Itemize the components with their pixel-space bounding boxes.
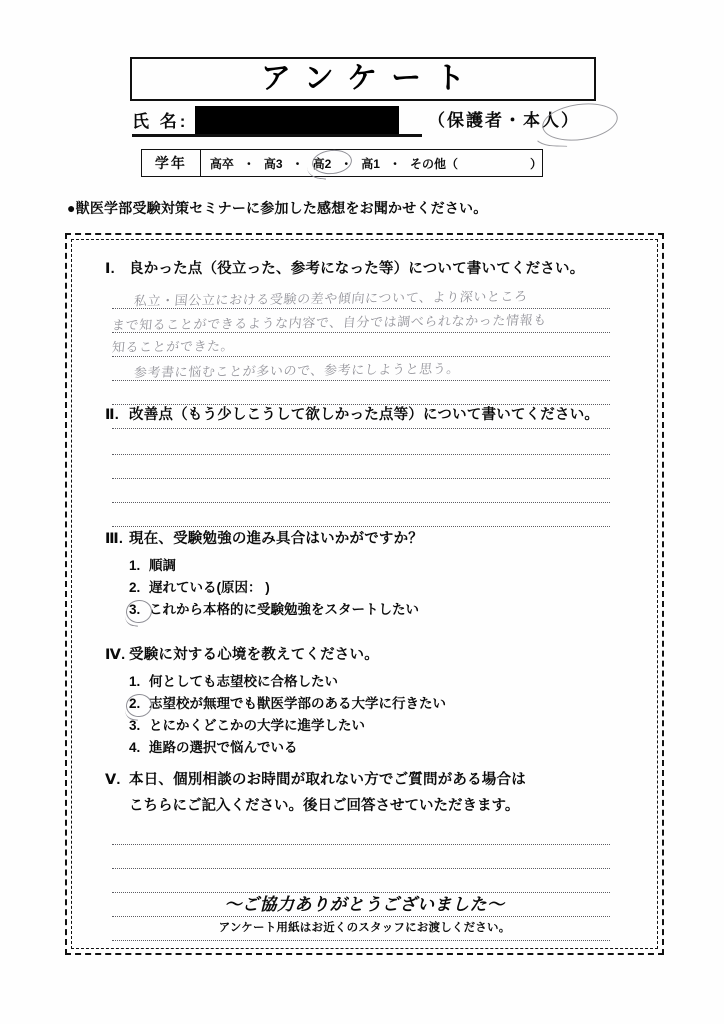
option-label: 志望校が無理でも獣医学部のある大学に行きたい — [149, 696, 446, 711]
section-5-heading-text: 本日、個別相談のお時間が取れない方でご質問がある場合は — [129, 772, 526, 788]
form-footer — [67, 890, 662, 935]
footer-instruction: アンケート用紙はお近くのスタッフにお渡しください。 — [218, 922, 511, 934]
section-5 — [67, 768, 662, 815]
section-2-numeral: Ⅱ. — [105, 407, 119, 423]
section-3-options[interactable] — [67, 555, 662, 621]
grade-option-ko2[interactable]: 高2 — [312, 156, 332, 171]
lead-question: ●獣医学部受験対策セミナーに参加した感想をお聞かせください。 — [67, 200, 488, 216]
section-3-heading-text: 現在、受験勉強の進み具合はいかがですか？ — [129, 531, 423, 547]
page-title: アンケート — [260, 62, 480, 95]
grade-option-other-close: ） — [529, 156, 542, 171]
writing-line[interactable] — [112, 821, 610, 845]
section-4-heading-text: 受験に対する心境を教えてください。 — [129, 647, 379, 663]
writing-line[interactable] — [112, 431, 610, 455]
writing-line[interactable] — [112, 309, 610, 333]
option-number: 2. — [129, 696, 141, 711]
option-number: 2. — [129, 580, 141, 595]
option-label: とにかくどこかの大学に進学したい — [149, 718, 365, 733]
option-item[interactable] — [129, 577, 662, 599]
grade-separator-2: ・ — [291, 156, 304, 171]
writing-line[interactable] — [112, 845, 610, 869]
section-2-heading — [67, 403, 662, 424]
section-1-heading — [67, 257, 662, 278]
option-label: これから本格的に受験勉強をスタートしたい — [149, 602, 419, 617]
footer-thanks: ～ご協力ありがとうございました～ — [224, 895, 505, 914]
option-item[interactable] — [129, 671, 662, 693]
relation-choices[interactable] — [428, 106, 580, 131]
name-redaction-bar — [195, 106, 399, 134]
section-4-numeral: Ⅳ. — [105, 647, 126, 663]
grade-option-other[interactable]: その他（ — [409, 156, 458, 171]
option-item-selected[interactable] — [129, 693, 662, 715]
writing-line[interactable] — [112, 503, 610, 527]
option-number: 3. — [129, 718, 141, 733]
option-item-selected[interactable] — [129, 599, 662, 621]
section-1-heading-text: 良かった点（役立った、参考になった等）について書いてください。 — [129, 261, 585, 277]
section-5-heading-line2: こちらにご記入ください。後日ご回答させていただきます。 — [129, 798, 520, 814]
writing-line[interactable] — [112, 333, 610, 357]
writing-line[interactable] — [112, 357, 610, 381]
writing-line[interactable] — [112, 455, 610, 479]
grade-separator-3: ・ — [340, 156, 353, 171]
name-row — [132, 104, 610, 138]
grade-option-ko3[interactable]: 高3 — [263, 156, 283, 171]
section-2-answer-lines[interactable] — [112, 431, 610, 527]
writing-line[interactable] — [112, 285, 610, 309]
grade-option-kosotsu[interactable]: 高卒 — [209, 156, 234, 171]
handwritten-text: 参考書に悩むことが多いので、参考にしようと思う。 — [133, 362, 461, 382]
option-item[interactable] — [129, 737, 662, 759]
section-2 — [67, 403, 662, 424]
relation-option-guardian[interactable]: 保護者 — [447, 111, 504, 130]
grade-row — [141, 149, 543, 177]
section-4-options[interactable] — [67, 671, 662, 759]
option-label: 順調 — [149, 558, 176, 573]
option-number: 1. — [129, 674, 141, 689]
grade-option-ko1[interactable]: 高1 — [361, 156, 380, 171]
option-item[interactable] — [129, 555, 662, 577]
section-3-numeral: Ⅲ. — [105, 531, 124, 547]
section-2-heading-text: 改善点（もう少しこうして欲しかった点等）について書いてください。 — [129, 407, 600, 423]
handwritten-text: 私立・国公立における受験の差や傾向について、より深いところ — [133, 289, 529, 310]
grade-separator-1: ・ — [242, 156, 255, 171]
option-label: 進路の選択で悩んでいる — [149, 740, 298, 755]
section-5-numeral: Ⅴ. — [105, 772, 121, 788]
option-number: 1. — [129, 558, 141, 573]
relation-paren-open: （ — [428, 111, 447, 130]
option-item[interactable] — [129, 715, 662, 737]
grade-options[interactable] — [201, 150, 542, 176]
section-5-heading — [67, 768, 662, 789]
relation-paren-close: ） — [561, 111, 580, 130]
option-label: 遅れている(原因： ) — [149, 580, 270, 595]
relation-separator: ・ — [504, 111, 523, 130]
name-underline — [132, 134, 422, 137]
section-1-numeral: Ⅰ. — [105, 261, 115, 277]
section-3-heading — [67, 527, 662, 548]
handwritten-text: 知ることができた。 — [111, 339, 235, 356]
section-1 — [67, 257, 662, 382]
name-label: 氏 名: — [132, 112, 189, 131]
form-title-box — [130, 57, 596, 101]
option-label: 何としても志望校に合格したい — [149, 674, 338, 689]
form-body-box — [65, 233, 664, 955]
grade-label: 学年 — [142, 150, 201, 176]
handwritten-text: まで知ることができるような内容で、自分では調べられなかった情報も — [111, 313, 548, 334]
relation-option-self[interactable]: 本人 — [523, 111, 561, 130]
writing-line[interactable] — [112, 381, 610, 405]
section-4 — [67, 643, 662, 759]
section-3 — [67, 527, 662, 621]
section-4-heading — [67, 643, 662, 664]
option-number: 3. — [129, 602, 141, 617]
writing-line[interactable] — [112, 479, 610, 503]
option-number: 4. — [129, 740, 141, 755]
grade-separator-4: ・ — [388, 156, 401, 171]
